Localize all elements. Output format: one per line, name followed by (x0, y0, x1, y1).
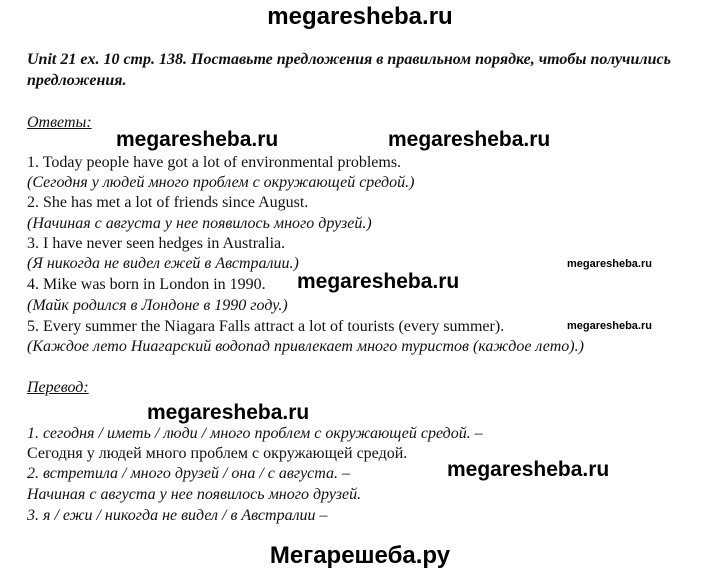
task-heading: Unit 21 ex. 10 стр. 138. Поставьте предложения в правильном порядке, чтобы получились предложения. (27, 51, 671, 89)
translation-sentence-2: Начиная с августа у нее появилось много друзей. (27, 486, 362, 503)
answers-heading: Ответы: (27, 114, 92, 131)
translation-words-1: 1. сегодня / иметь / люди / много проблем с окружающей средой. – (27, 425, 483, 442)
answer-en-3: 3. I have never seen hedges in Australia. (27, 235, 286, 252)
watermark-inline: megaresheba.ru (116, 128, 279, 151)
watermark-inline: megaresheba.ru (567, 258, 652, 270)
answer-ru-3: (Я никогда не видел ежей в Австралии.) (27, 255, 299, 272)
answer-en-4: 4. Mike was born in London in 1990. (27, 276, 266, 293)
answer-ru-4: (Майк родился в Лондоне в 1990 году.) (27, 297, 288, 314)
translation-sentence-1: Сегодня у людей много проблем с окружающей средой. (27, 445, 408, 462)
answer-en-1: 1. Today people have got a lot of environmental problems. (27, 154, 402, 171)
watermark-inline: megaresheba.ru (147, 401, 310, 424)
watermark-top: megaresheba.ru (267, 3, 453, 30)
watermark-inline: megaresheba.ru (447, 458, 610, 481)
translation-heading: Перевод: (27, 379, 89, 396)
watermark-inline: megaresheba.ru (388, 128, 551, 151)
answer-ru-2: (Начиная с августа у нее появилось много друзей.) (27, 215, 372, 232)
watermark-inline: megaresheba.ru (567, 320, 652, 332)
answer-ru-1: (Сегодня у людей много проблем с окружающей средой.) (27, 174, 415, 191)
watermark-bottom: Мегарешеба.ру (269, 542, 451, 569)
translation-words-3: 3. я / ежи / никогда не видел / в Австралии – (27, 507, 328, 524)
translation-words-2: 2. встретила / много друзей / она / с августа. – (27, 465, 351, 482)
watermark-inline: megaresheba.ru (297, 270, 460, 293)
answer-en-5: 5. Every summer the Niagara Falls attract a lot of tourists (every summer). (27, 318, 505, 335)
answer-ru-5: (Каждое лето Ниагарский водопад привлекает много туристов (каждое лето).) (27, 338, 584, 355)
answer-en-2: 2. She has met a lot of friends since August. (27, 194, 309, 211)
